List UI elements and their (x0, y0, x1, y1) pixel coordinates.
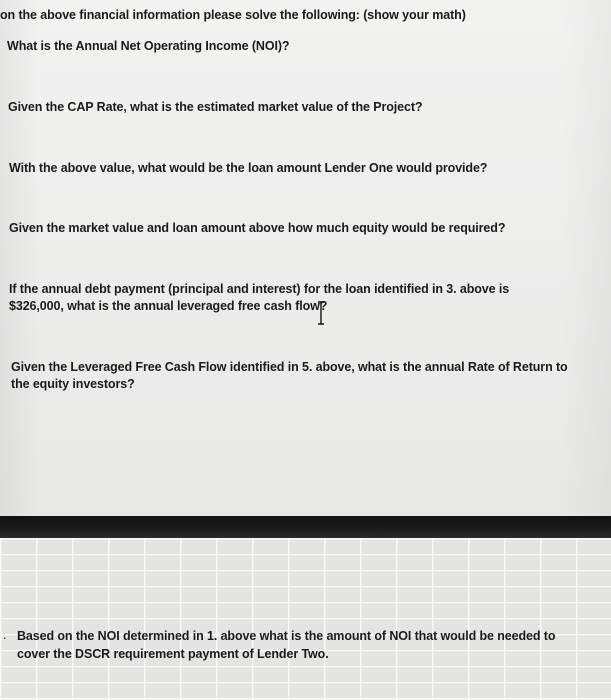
question-7-bullet: . (3, 628, 7, 642)
text-cursor-icon (316, 300, 326, 326)
question-5-line-2: $326,000, what is the annual leveraged free cash flow? (9, 299, 328, 313)
question-5-line-1: If the annual debt payment (principal and interest) for the loan identified in 3. above is (9, 282, 510, 296)
question-7-line-2: cover the DSCR requirement payment of Lender Two. (17, 647, 329, 661)
question-6-line-1: Given the Leveraged Free Cash Flow identified in 5. above, what is the annual Rate of Return to (11, 360, 568, 374)
instructions-heading: on the above financial information please solve the following: (show your math) (0, 8, 466, 22)
question-2: Given the CAP Rate, what is the estimated market value of the Project? (8, 100, 423, 114)
divider-band (0, 516, 611, 538)
question-3: With the above value, what would be the loan amount Lender One would provide? (9, 161, 488, 175)
question-1: What is the Annual Net Operating Income (NOI)? (7, 39, 290, 53)
question-6-line-2: the equity investors? (11, 377, 135, 391)
gridlines-area (0, 538, 611, 700)
question-4: Given the market value and loan amount above how much equity would be required? (9, 221, 506, 235)
question-7-line-1: Based on the NOI determined in 1. above what is the amount of NOI that would be needed to (17, 629, 556, 643)
